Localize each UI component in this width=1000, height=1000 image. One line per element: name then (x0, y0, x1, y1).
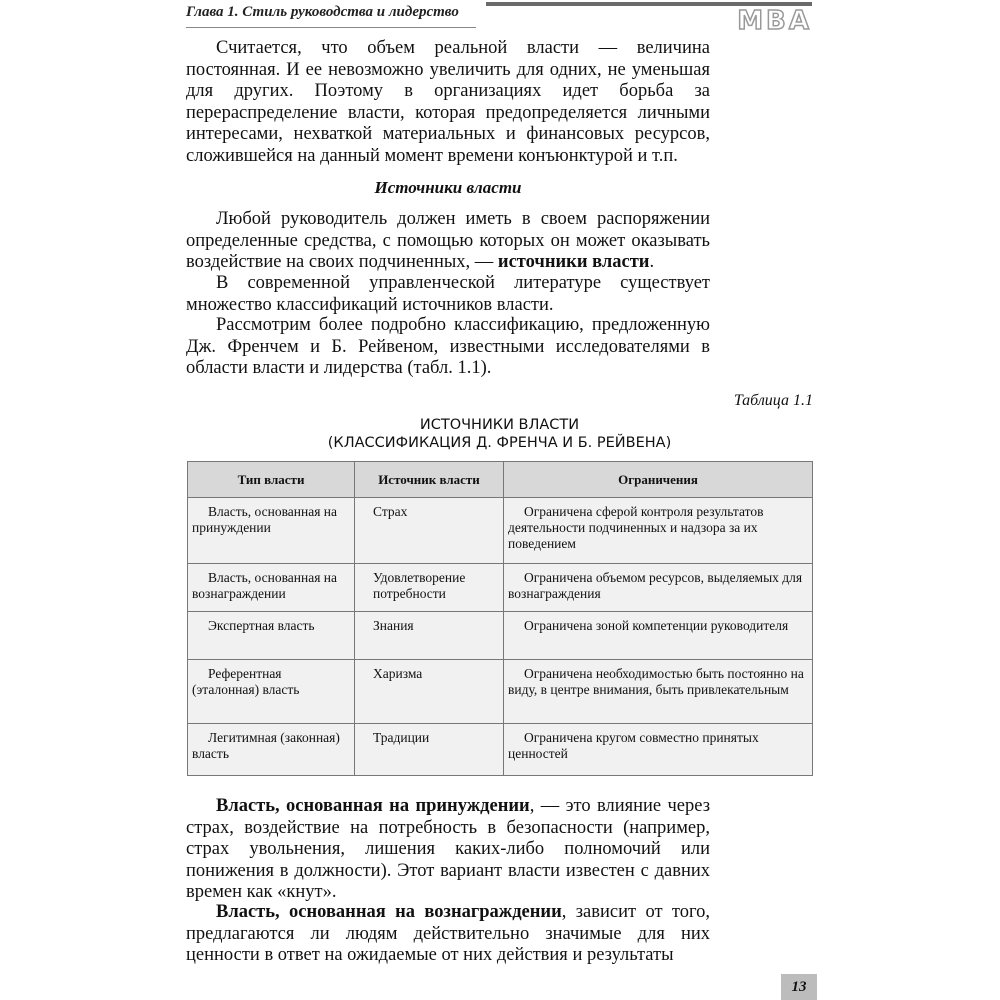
page-header (186, 2, 816, 36)
table-row (188, 498, 813, 564)
paragraph-6-term: Власть, основанная на вознаграждении (216, 902, 562, 922)
cell-limit (504, 498, 813, 564)
table-row (188, 660, 813, 724)
cell-type (188, 660, 355, 724)
header-rule (186, 27, 476, 28)
paragraph-2 (186, 209, 710, 274)
cell-limit-text: Ограничена объемом ресурсов, выделяемых для вознаграждения (508, 570, 803, 601)
power-sources-table (187, 461, 813, 776)
page-number: 13 (781, 974, 817, 1000)
table-title-line-1: ИСТОЧНИКИ ВЛАСТИ (419, 417, 580, 433)
cell-source: Знания (355, 612, 504, 660)
table-header-row (188, 462, 813, 498)
cell-limit-text: Ограничена необходимостью быть постоянно на виду, в центре внимания, быть привлекательным (508, 666, 804, 697)
paragraph-5-term: Власть, основанная на принуждении (216, 796, 530, 816)
cell-type (188, 564, 355, 612)
cell-limit (504, 564, 813, 612)
cell-limit-text: Ограничена зоной компетенции руководителя (524, 618, 789, 633)
cell-source: Удовлетворение потребности (355, 564, 504, 612)
paragraph-1: Считается, что объем реальной власти — величина постоянная. И ее невозможно увеличить для одних, не уменьшая для других. Поэтому в организациях идет борьба за перераспределение власти, которая предопределяется личными интересами, нехваткой материальных и финансовых ресурсов, сложившейся на данный момент времени конъюнктурой и т.п. (186, 38, 710, 166)
cell-type-text: Власть, основанная на вознаграждении (192, 570, 338, 601)
paragraph-6 (186, 902, 710, 967)
cell-type (188, 612, 355, 660)
paragraph-4: Рассмотрим более подробно классификацию, предложенную Дж. Френчем и Б. Рейвеном, известными исследователями в области власти и лидерства (табл. 1.1). (186, 315, 710, 378)
chapter-title: Глава 1. Стиль руководства и лидерство (186, 4, 459, 20)
cell-limit (504, 660, 813, 724)
col-header-source: Источник власти (355, 462, 504, 498)
cell-limit-text: Ограничена кругом совместно принятых ценностей (508, 730, 759, 761)
paragraph-6-text: , зависит от того, предлагаются ли людям действительно значимые для них ценности в ответ на ожидаемые от них действия и результаты (186, 902, 710, 965)
table-row (188, 612, 813, 660)
cell-limit-text: Ограничена сферой контроля результатов деятельности подчиненных и надзора за их поведением (508, 504, 764, 551)
cell-type-text: Референтная (эталонная) власть (192, 666, 300, 697)
table-title (186, 416, 813, 452)
col-header-type: Тип власти (188, 462, 355, 498)
cell-limit (504, 724, 813, 776)
cell-type-text: Власть, основанная на принуждении (192, 504, 338, 535)
cell-type-text: Экспертная власть (208, 618, 315, 633)
paragraph-2-end: . (649, 252, 655, 272)
cell-source: Традиции (355, 724, 504, 776)
paragraph-2-term: источники власти (497, 252, 650, 272)
table-row (188, 564, 813, 612)
paragraph-2-text: Любой руководитель должен иметь в своем распоряжении определенные средства, с помощью которых он может оказывать воздействие на своих подчиненных, — (186, 209, 710, 272)
cell-source: Харизма (355, 660, 504, 724)
section-heading: Источники власти (374, 178, 522, 197)
table-title-line-2: (КЛАССИФИКАЦИЯ Д. ФРЕНЧА И Б. РЕЙВЕНА) (327, 435, 672, 451)
paragraph-3: В современной управленческой литературе существует множество классификаций источников власти. (186, 273, 710, 315)
paragraph-5 (186, 796, 710, 904)
table-row (188, 724, 813, 776)
mba-logo: МВА (737, 6, 812, 36)
table-label: Таблица 1.1 (733, 392, 813, 409)
cell-type (188, 498, 355, 564)
paragraph-5-text: , — это влияние через страх, воздействие на потребность в безопасности (например, страх увольнения, лишения каких-либо полномочий или понижения в должности). Этот вариант власти известен с давних времен как «кнут». (186, 796, 711, 902)
cell-limit (504, 612, 813, 660)
cell-type (188, 724, 355, 776)
cell-type-text: Легитимная (законная) власть (192, 730, 340, 761)
col-header-limits: Ограничения (504, 462, 813, 498)
cell-source: Страх (355, 498, 504, 564)
